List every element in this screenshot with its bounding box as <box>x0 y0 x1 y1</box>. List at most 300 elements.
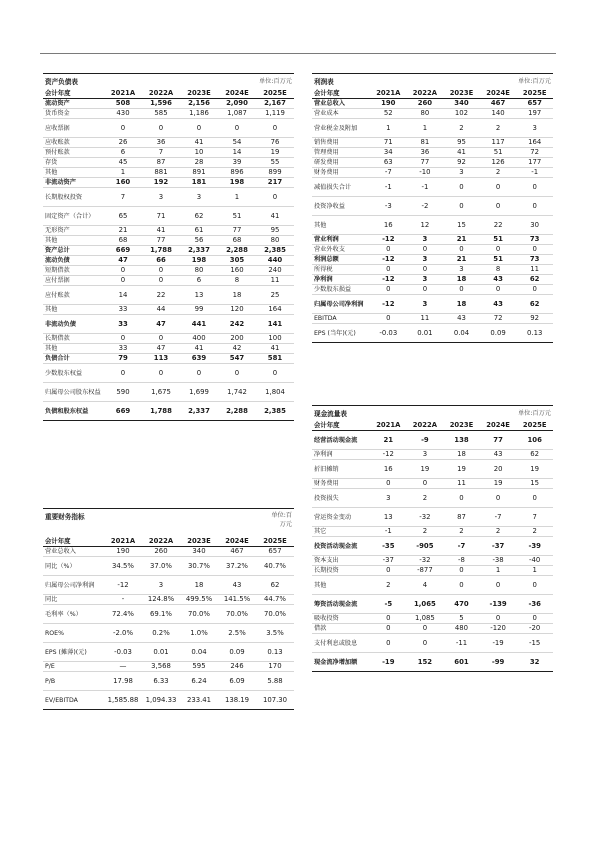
row-value-cell: — <box>104 662 142 672</box>
balance-sheet-row <box>43 138 294 148</box>
balance-sheet-row <box>43 188 294 207</box>
row-value-cell: 0 <box>480 245 517 255</box>
row-label: 投资损失 <box>312 489 370 508</box>
cash-flow-row <box>312 508 553 527</box>
row-value-cell: 657 <box>256 547 294 557</box>
balance-sheet-row <box>43 305 294 315</box>
row-value-cell: 2,288 <box>218 246 256 256</box>
row-value-cell: 2 <box>407 527 444 537</box>
row-value-cell: 0 <box>516 245 553 255</box>
row-value-cell: 0 <box>480 576 517 595</box>
row-value-cell: 8 <box>218 276 256 286</box>
row-label: P/B <box>43 672 104 691</box>
row-value-cell: 22 <box>142 286 180 305</box>
row-value-cell: 18 <box>443 295 480 314</box>
row-value-cell: 70.0% <box>218 605 256 624</box>
row-label: 吸收投资 <box>312 614 370 624</box>
balance-sheet-row <box>43 246 294 256</box>
row-value-cell: 441 <box>180 315 218 334</box>
row-label: 存货 <box>43 158 104 168</box>
row-value-cell: 0.13 <box>256 643 294 662</box>
row-value-cell: 100 <box>256 334 294 344</box>
row-value-cell: 508 <box>104 99 142 109</box>
row-value-cell: 0 <box>516 614 553 624</box>
row-value-cell: 0 <box>142 334 180 344</box>
row-value-cell: 7 <box>142 148 180 158</box>
row-value-cell: 0 <box>516 489 553 508</box>
row-value-cell: 0.01 <box>142 643 180 662</box>
row-value-cell: 0.09 <box>480 324 517 343</box>
header-year-cell: 2023E <box>443 88 480 99</box>
row-label: 经营活动现金流 <box>312 431 370 450</box>
row-value-cell: 79 <box>104 354 142 364</box>
balance-sheet-row <box>43 334 294 344</box>
row-value-cell: 18 <box>443 275 480 285</box>
row-value-cell: 0.04 <box>443 324 480 343</box>
row-label: 净利润 <box>312 450 370 460</box>
row-value-cell: 601 <box>443 653 480 672</box>
row-value-cell: 0 <box>104 266 142 276</box>
header-year-cell: 2024E <box>480 88 517 99</box>
cash-flow-panel <box>312 405 553 672</box>
row-value-cell: 0 <box>480 197 517 216</box>
header-year-cell: 2024E <box>218 88 256 99</box>
cash-flow-row <box>312 460 553 479</box>
row-value-cell: 197 <box>516 109 553 119</box>
row-value-cell: 1,087 <box>218 109 256 119</box>
row-value-cell: 1 <box>370 119 407 138</box>
row-value-cell: 1,675 <box>142 383 180 402</box>
row-value-cell: 41 <box>142 226 180 236</box>
row-label: 长期投资 <box>312 566 370 576</box>
key-indicators-row <box>43 691 294 710</box>
row-label: 资产总计 <box>43 246 104 256</box>
row-label: 其他 <box>312 576 370 595</box>
row-value-cell: 41 <box>256 207 294 226</box>
row-value-cell: 2 <box>480 119 517 138</box>
row-value-cell: -0.03 <box>104 643 142 662</box>
row-value-cell: 260 <box>142 547 180 557</box>
row-value-cell: 3 <box>443 168 480 178</box>
row-value-cell: 0 <box>256 119 294 138</box>
row-value-cell: 36 <box>407 148 444 158</box>
row-label: 应收账款 <box>43 138 104 148</box>
row-value-cell: 2.5% <box>218 624 256 643</box>
row-value-cell: 0 <box>407 245 444 255</box>
row-value-cell: 76 <box>256 138 294 148</box>
row-value-cell: 43 <box>218 576 256 595</box>
row-value-cell: 0 <box>443 576 480 595</box>
row-label: 流动资产 <box>43 99 104 109</box>
row-value-cell: 1,119 <box>256 109 294 119</box>
row-value-cell: 170 <box>256 662 294 672</box>
row-value-cell: 0 <box>443 245 480 255</box>
row-value-cell: 92 <box>443 158 480 168</box>
income-statement-row <box>312 265 553 275</box>
header-year-cell: 2022A <box>142 88 180 99</box>
income-statement-row <box>312 275 553 285</box>
income-statement-row <box>312 324 553 343</box>
cash-flow-row <box>312 431 553 450</box>
row-value-cell: 1,186 <box>180 109 218 119</box>
row-value-cell: 18 <box>443 450 480 460</box>
row-value-cell: 657 <box>516 99 553 109</box>
row-value-cell: 141.5% <box>218 595 256 605</box>
row-label: EPS (当年)(元) <box>312 324 370 343</box>
row-label: 营业利润 <box>312 235 370 245</box>
row-value-cell: 1 <box>480 566 517 576</box>
row-value-cell: 39 <box>218 158 256 168</box>
cash-flow-row <box>312 527 553 537</box>
row-value-cell: 77 <box>142 236 180 246</box>
row-value-cell: 30.7% <box>180 557 218 576</box>
balance-sheet-row <box>43 158 294 168</box>
row-value-cell: 0 <box>104 119 142 138</box>
row-value-cell: 80 <box>407 109 444 119</box>
cash-flow-row <box>312 450 553 460</box>
row-value-cell: -12 <box>370 295 407 314</box>
row-label: 短期借款 <box>43 266 104 276</box>
row-value-cell: 190 <box>104 547 142 557</box>
row-label: 应收票据 <box>43 119 104 138</box>
income-statement-row <box>312 235 553 245</box>
balance-sheet-row <box>43 109 294 119</box>
row-label: 研发费用 <box>312 158 370 168</box>
row-value-cell: -1 <box>516 168 553 178</box>
row-value-cell: 590 <box>104 383 142 402</box>
cash-flow-row <box>312 614 553 624</box>
income-statement-row <box>312 119 553 138</box>
row-value-cell: 0 <box>370 614 407 624</box>
row-value-cell: 0 <box>104 276 142 286</box>
row-value-cell: 0 <box>407 634 444 653</box>
row-value-cell: 95 <box>256 226 294 236</box>
header-year-cell: 2021A <box>370 88 407 99</box>
balance-sheet-row <box>43 236 294 246</box>
header-year-cell: 2025E <box>256 536 294 547</box>
row-value-cell: 881 <box>142 168 180 178</box>
row-value-cell: -19 <box>480 634 517 653</box>
row-value-cell: 198 <box>218 178 256 188</box>
row-value-cell: 18 <box>218 286 256 305</box>
row-label: 负债和股东权益 <box>43 402 104 421</box>
row-value-cell: 71 <box>370 138 407 148</box>
cash-flow-unit: 单位:百万元 <box>517 410 551 417</box>
row-label: EBITDA <box>312 314 370 324</box>
row-value-cell: 44 <box>142 305 180 315</box>
row-value-cell: -15 <box>516 634 553 653</box>
row-value-cell: 2,090 <box>218 99 256 109</box>
row-value-cell: 467 <box>480 99 517 109</box>
row-value-cell: 1,742 <box>218 383 256 402</box>
row-label: 资本支出 <box>312 556 370 566</box>
row-value-cell: 639 <box>180 354 218 364</box>
row-value-cell: 18 <box>180 576 218 595</box>
row-label: 其他 <box>43 236 104 246</box>
row-value-cell: 160 <box>104 178 142 188</box>
row-value-cell: 81 <box>407 138 444 148</box>
row-value-cell: 0 <box>104 334 142 344</box>
row-value-cell: 70.0% <box>256 605 294 624</box>
row-value-cell: 41 <box>256 344 294 354</box>
row-value-cell: 14 <box>218 148 256 158</box>
row-value-cell: 6 <box>104 148 142 158</box>
row-value-cell: 69.1% <box>142 605 180 624</box>
row-value-cell: -12 <box>370 235 407 245</box>
row-value-cell: 95 <box>443 138 480 148</box>
cash-flow-row <box>312 489 553 508</box>
balance-sheet-row <box>43 383 294 402</box>
row-value-cell: 0 <box>142 266 180 276</box>
row-value-cell: -7 <box>443 537 480 556</box>
row-value-cell: -139 <box>480 595 517 614</box>
row-value-cell: -32 <box>407 556 444 566</box>
row-value-cell: 65 <box>104 207 142 226</box>
header-label-cell: 会计年度 <box>43 536 104 547</box>
row-value-cell: 200 <box>218 334 256 344</box>
row-value-cell: 55 <box>256 158 294 168</box>
row-value-cell: 20 <box>480 460 517 479</box>
row-label: 财务费用 <box>312 168 370 178</box>
row-value-cell: 0 <box>104 364 142 383</box>
row-label: 预付账款 <box>43 148 104 158</box>
header-year-cell: 2023E <box>180 536 218 547</box>
row-value-cell: 19 <box>443 460 480 479</box>
row-label: 同比 <box>43 595 104 605</box>
income-statement-header-row <box>312 88 553 99</box>
row-value-cell: 0 <box>516 285 553 295</box>
row-value-cell: 2,288 <box>218 402 256 421</box>
income-statement-row <box>312 285 553 295</box>
row-label: 归属母公司股东权益 <box>43 383 104 402</box>
row-value-cell: 40.7% <box>256 557 294 576</box>
balance-sheet-unit: 单位:百万元 <box>258 78 292 85</box>
cash-flow-row <box>312 566 553 576</box>
row-value-cell: 2 <box>370 576 407 595</box>
key-indicators-row <box>43 547 294 557</box>
balance-sheet-row <box>43 178 294 188</box>
key-indicators-row <box>43 595 294 605</box>
row-value-cell: 0 <box>443 197 480 216</box>
row-value-cell: 47 <box>142 344 180 354</box>
row-value-cell: 0 <box>370 265 407 275</box>
row-value-cell: 6.09 <box>218 672 256 691</box>
balance-sheet-panel <box>43 73 294 421</box>
income-statement-row <box>312 245 553 255</box>
row-value-cell: 0 <box>218 119 256 138</box>
income-statement-unit: 单位:百万元 <box>517 78 551 85</box>
header-year-cell: 2021A <box>370 420 407 431</box>
row-value-cell: 305 <box>218 256 256 266</box>
balance-sheet-row <box>43 276 294 286</box>
key-indicators-header-row <box>43 536 294 547</box>
header-year-cell: 2021A <box>104 88 142 99</box>
row-label: 流动负债 <box>43 256 104 266</box>
row-value-cell: 14 <box>104 286 142 305</box>
balance-sheet-row <box>43 226 294 236</box>
row-value-cell: 120 <box>218 305 256 315</box>
row-value-cell: 32 <box>516 653 553 672</box>
balance-sheet-row <box>43 266 294 276</box>
row-label: 其它 <box>312 527 370 537</box>
row-value-cell: 66 <box>142 256 180 266</box>
row-value-cell: 73 <box>516 235 553 245</box>
row-value-cell: 43 <box>480 275 517 285</box>
row-value-cell: 11 <box>256 276 294 286</box>
balance-sheet-row <box>43 207 294 226</box>
row-value-cell: 1 <box>516 566 553 576</box>
row-value-cell: 0 <box>142 119 180 138</box>
row-label: 长期借款 <box>43 334 104 344</box>
row-value-cell: -99 <box>480 653 517 672</box>
header-label-cell: 会计年度 <box>312 88 370 99</box>
row-value-cell: -7 <box>480 508 517 527</box>
cash-flow-row <box>312 624 553 634</box>
income-statement-title-bar <box>312 73 553 88</box>
income-statement-row <box>312 99 553 109</box>
balance-sheet-table <box>43 88 294 421</box>
key-indicators-row <box>43 557 294 576</box>
row-value-cell: 52 <box>370 109 407 119</box>
row-value-cell: 72.4% <box>104 605 142 624</box>
row-label: 所得税 <box>312 265 370 275</box>
row-value-cell: 0 <box>370 285 407 295</box>
balance-sheet-row <box>43 402 294 421</box>
row-value-cell: 7 <box>104 188 142 207</box>
row-value-cell: 246 <box>218 662 256 672</box>
row-value-cell: 0 <box>218 364 256 383</box>
row-value-cell: 0 <box>407 479 444 489</box>
row-label: 支付利息或股息 <box>312 634 370 653</box>
row-value-cell: 2 <box>407 489 444 508</box>
row-label: 负债合计 <box>43 354 104 364</box>
row-value-cell: -2.0% <box>104 624 142 643</box>
row-value-cell: 21 <box>370 431 407 450</box>
row-value-cell: 80 <box>180 266 218 276</box>
row-label: ROE% <box>43 624 104 643</box>
row-value-cell: 33 <box>104 305 142 315</box>
cash-flow-row <box>312 537 553 556</box>
key-indicators-row <box>43 662 294 672</box>
row-value-cell: 43 <box>480 450 517 460</box>
cash-flow-title: 现金流量表 <box>314 410 347 418</box>
row-value-cell: 181 <box>180 178 218 188</box>
row-value-cell: 15 <box>443 216 480 235</box>
row-value-cell: 13 <box>370 508 407 527</box>
row-value-cell: 1,788 <box>142 246 180 256</box>
header-year-cell: 2024E <box>218 536 256 547</box>
balance-sheet-row <box>43 168 294 178</box>
row-value-cell: 140 <box>480 109 517 119</box>
row-label: 长期股权投资 <box>43 188 104 207</box>
row-value-cell: 1,804 <box>256 383 294 402</box>
row-value-cell: 11 <box>516 265 553 275</box>
row-value-cell: 68 <box>104 236 142 246</box>
row-value-cell: 160 <box>218 266 256 276</box>
cash-flow-row <box>312 556 553 566</box>
row-value-cell: -0.03 <box>370 324 407 343</box>
row-value-cell: 19 <box>407 460 444 479</box>
row-value-cell: -12 <box>104 576 142 595</box>
row-value-cell: 0 <box>480 285 517 295</box>
key-indicators-row <box>43 576 294 595</box>
row-value-cell: 80 <box>256 236 294 246</box>
row-value-cell: -38 <box>480 556 517 566</box>
row-label: 固定资产（合计） <box>43 207 104 226</box>
header-year-cell: 2021A <box>104 536 142 547</box>
row-value-cell: 141 <box>256 315 294 334</box>
row-value-cell: 891 <box>180 168 218 178</box>
row-value-cell: -1 <box>370 178 407 197</box>
row-value-cell: 16 <box>370 460 407 479</box>
row-value-cell: 21 <box>443 235 480 245</box>
balance-sheet-title-bar <box>43 73 294 88</box>
income-statement-row <box>312 314 553 324</box>
row-value-cell: 33 <box>104 315 142 334</box>
row-label: 减值损失合计 <box>312 178 370 197</box>
row-label: 少数股东损益 <box>312 285 370 295</box>
row-value-cell: 2,337 <box>180 246 218 256</box>
balance-sheet-row <box>43 256 294 266</box>
row-value-cell: 3 <box>407 450 444 460</box>
row-value-cell: -120 <box>480 624 517 634</box>
row-label: 无形资产 <box>43 226 104 236</box>
header-rule <box>40 53 556 54</box>
row-value-cell: 41 <box>180 138 218 148</box>
cash-flow-row <box>312 634 553 653</box>
row-value-cell: 2 <box>443 119 480 138</box>
row-value-cell: 126 <box>480 158 517 168</box>
row-value-cell: 0 <box>516 197 553 216</box>
row-value-cell: 1 <box>407 119 444 138</box>
row-value-cell: -19 <box>370 653 407 672</box>
row-value-cell: 0 <box>516 178 553 197</box>
row-value-cell: 0 <box>480 178 517 197</box>
row-value-cell: 62 <box>180 207 218 226</box>
row-value-cell: 42 <box>218 344 256 354</box>
row-value-cell: 16 <box>370 216 407 235</box>
row-value-cell: 3 <box>180 188 218 207</box>
row-label: 管理费用 <box>312 148 370 158</box>
row-value-cell: 87 <box>443 508 480 527</box>
row-value-cell: 0 <box>370 479 407 489</box>
row-value-cell: 2 <box>480 168 517 178</box>
row-value-cell: 19 <box>256 148 294 158</box>
row-label: 营运资金变动 <box>312 508 370 527</box>
row-value-cell: 595 <box>180 662 218 672</box>
row-label: 非流动资产 <box>43 178 104 188</box>
row-label: 投资净收益 <box>312 197 370 216</box>
header-label-cell: 会计年度 <box>312 420 370 431</box>
key-indicators-title-bar <box>43 508 294 536</box>
row-value-cell: 11 <box>407 314 444 324</box>
row-label: 其他 <box>43 344 104 354</box>
row-label: 应付账款 <box>43 286 104 305</box>
income-statement-row <box>312 158 553 168</box>
row-value-cell: 164 <box>256 305 294 315</box>
header-year-cell: 2022A <box>142 536 180 547</box>
row-value-cell: 19 <box>480 479 517 489</box>
row-label: 营业成本 <box>312 109 370 119</box>
row-value-cell: 2 <box>480 527 517 537</box>
row-value-cell: 0 <box>180 364 218 383</box>
row-label: 营业总收入 <box>43 547 104 557</box>
row-value-cell: 99 <box>180 305 218 315</box>
row-value-cell: 0 <box>370 314 407 324</box>
income-statement-row <box>312 216 553 235</box>
row-value-cell: 92 <box>516 314 553 324</box>
header-year-cell: 2025E <box>516 88 553 99</box>
